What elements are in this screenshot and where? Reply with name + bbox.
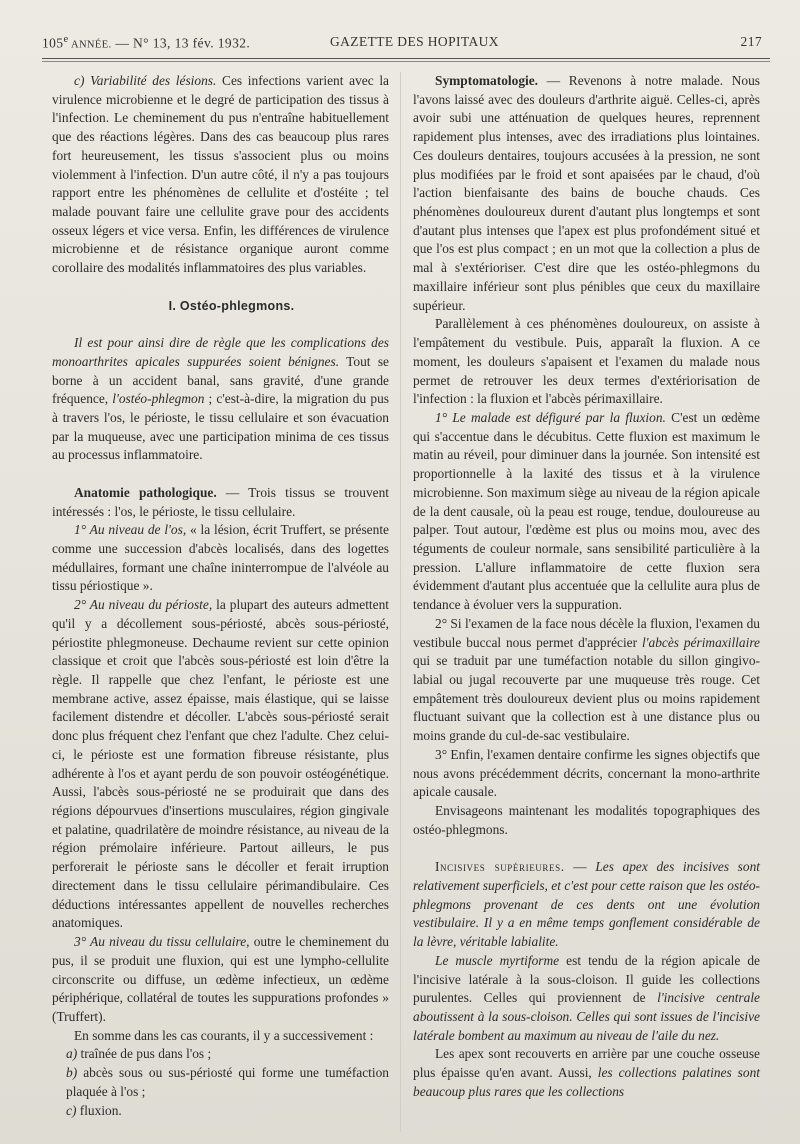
journal-title: GAZETTE DES HOPITAUX <box>330 34 499 49</box>
volume-year-suffix: e <box>63 34 69 45</box>
column-divider <box>400 72 401 1132</box>
paragraph-perioste: 2° Au niveau du périoste, la plupart des auteurs admettent qu'il y a décollement sous-périosté, abcès sous-périosté, périostite phlegmoneuse. Dechaume revient sur cette opinion classique et croit que l'abcès sous-périosté est loin d'être la règle. Il rappelle que chez l'enfant, le périoste est une membrane active, assez épaisse, mais élastique, qui se laisse facilement distendre et décoller. L'abcès sous-périosté serait donc plus fréquent chez l'enfant que chez l'adulte. Chez celui-ci, le périoste est une formation fibreuse résistante, plus adhérente à l'os et ayant perdu de son pouvoir ostéogénétique. Aussi, l'abcès sous-périosté ne se produirait que dans des régions dépourvues d'insertions musculaires, région gingivale et palatine, quadrilatère de moindre résistance, au niveau de la région prémolaire inférieure. Partout ailleurs, le pus perforerait le périoste sans le décoller et ferait irruption directement dans le tissu cellulaire périmandibulaire. Ces déductions intéressantes appellent de nouvelles recherches anatomiques. <box>52 597 389 931</box>
header-rule <box>42 58 770 59</box>
header-rule-double <box>42 61 770 62</box>
list-item: c) fluxion. <box>66 1102 122 1118</box>
paragraph-myrtiforme: Le muscle myrtiforme est tendu de la région apicale de l'incisive latérale à la sous-cloison. Il guide les collections purulentes. Celles qui proviennent de l'incisive centrale aboutissent à la sous-cloison. Celles qui sont issues de l'incisive latérale bombent au maximum au niveau de l'aile du nez. <box>413 952 761 1043</box>
right-column <box>413 72 760 1102</box>
paragraph-anatomie: Anatomie pathologique. — Trois tissus se trouvent intéressés : l'os, le périoste, le tissu cellulaire. <box>52 484 389 519</box>
paragraph-tissu-cellulaire: 3° Au niveau du tissu cellulaire, outre le cheminement du pus, il se produit une fluxion, qui est une lympho-cellulite circonscrite ou diffuse, un œdème infectieux, un œdème périphérique, collatéral de toutes les suppurations profondes » (Truffert). <box>52 934 389 1024</box>
paragraph-regle: Il est pour ainsi dire de règle que les complications des monoarthrites apicales suppurées soient bénignes. Tout se borne à un accident banal, sans gravité, d'une grande fréquence, l'ostéo-phlegmon ; c'est-à-dire, la migration du pus à travers l'os, le périoste, le tissu cellulaire et son évacuation par la muqueuse, avec une participation minima de ces tissus au processus inflammatoire. <box>52 335 389 463</box>
page-header <box>34 34 766 58</box>
list-item: b) abcès sous ou sus-périosté qui forme une tuméfaction plaquée à l'os ; <box>66 1065 389 1099</box>
list-item: a) traînée de pus dans l'os ; <box>66 1046 212 1062</box>
paragraph-fluxion: 1° Le malade est défiguré par la fluxion. C'est un œdème qui s'accentue dans le décubitus. Cette fluxion est maximum le matin au réveil, pour diminuer dans la journée. Son intensité est proportionnelle à la laxité des tissus et à la virulence microbienne. Son maximum siège au niveau de la région apicale de la dent causale, où la peau est rouge, tendue, douloureuse au palper. Tout autour, l'œdème est plus ou moins mou, avec des téguments de couleur normale, sans sensibilité particulière à la pression. L'allure inflammatoire de cette fluxion sera évidemment d'autant plus accentuée que la cellulite aura plus de tendance à évoluer vers la suppuration. <box>413 409 760 613</box>
volume-year-word: ANNÉE. <box>68 39 112 51</box>
paragraph-apex: Les apex sont recouverts en arrière par une couche osseuse plus épaisse qu'en avant. Aussi, les collections palatines sont beaucoup plus rares que les collections <box>413 1046 760 1099</box>
paragraph-abces: 2° Si l'examen de la face nous décèle la fluxion, l'examen du vestibule buccal nous permet d'apprécier l'abcès périmaxillaire qui se traduit par une tuméfaction notable du sillon gingivo-labial ou jugal recouverte par une muqueuse très rouge. Cet empâtement très douloureux devient plus ou moins rapidement fluctuant suivant que la collection est à une distance plus ou moins grande du cul-de-sac vestibulaire. <box>413 615 760 744</box>
volume-year: 105 <box>42 35 64 51</box>
left-column <box>52 72 389 1120</box>
paragraph-parallelement: Parallèlement à ces phénomènes douloureux, on assiste à l'empâtement du vestibule. Puis, apparaît la fluxion. A ce moment, les douleurs s'apaisent et l'examen du malade nous permet de retrouver les deux termes d'extériorisation de l'infection : la fluxion et l'abcès périmaxillaire. <box>413 316 760 407</box>
issue-info <box>42 34 250 52</box>
paragraph-variabilite: c) Variabilité des lésions. Ces infections varient avec la virulence microbienne et le degré de participation des tissus à l'infection. Le cheminement du pus n'entraîne habituellement que des réactions légères. Dans des cas beaucoup plus rares fort heureusement, les tissus s'associent plus ou moins violemment à l'infection. D'un autre côté, il n'y a pas toujours rapport entre les phénomènes de cellulite et d'ostéite ; tel malade pouvant faire une cellulite grave pour des accidents osseux légers et vice versa. Enfin, les différences de virulence microbienne et de résistance organique auront comme corollaire des modalités inflammatoires des plus variables. <box>52 73 389 276</box>
paragraph-os: 1° Au niveau de l'os, « la lésion, écrit Truffert, se présente comme une succession d'abcès localisés, dans des logettes médullaires, formant une chaîne ininterrompue de l'alvéole au tissu périostique ». <box>52 522 389 594</box>
issue-number-date: — N° 13, 13 fév. 1932. <box>111 35 251 51</box>
paragraph-incisives: Incisives supérieures. — Les apex des incisives sont relativement superficiels, et c'est pour cette raison que les ostéo-phlegmons provenant de ces dents ont une évolution vestibulaire. Il y a en même temps gonflement considérable de la lèvre, véritable labialite. <box>413 859 760 950</box>
paragraph-examen-dentaire: 3° Enfin, l'examen dentaire confirme les signes objectifs que nous avons précédemment décrits, concernant la mono-arthrite apicale causale. <box>413 746 760 800</box>
paragraph-envisageons: Envisageons maintenant les modalités topographiques des ostéo-phlegmons. <box>413 803 760 837</box>
paragraph-en-somme: En somme dans les cas courants, il y a successivement : <box>74 1027 374 1043</box>
page-number: 217 <box>740 34 762 49</box>
section-heading: I. Ostéo-phlegmons. <box>168 298 295 313</box>
paragraph-symptomatologie: Symptomatologie. — Revenons à notre malade. Nous l'avons laissé avec des douleurs d'arthrite aiguë. Celles-ci, après avoir subi une atténuation de quelques heures, reprennent rapidement plus intenses, avec des irradiations plus lointaines. Ces douleurs dentaires, toujours accusées à la pression, ne sont plus modifiées par le froid et sont apaisées par le chaud, d'où l'action bienfaisante des bains de bouche chauds. Ces phénomènes douloureux durent d'autant plus longtemps et sont d'autant plus intenses que l'apex est plus profondément situé et que l'os est plus compact ; en un mot que la collection a plus de mal à s'extérioriser. C'est dire que les ostéo-phlegmons du maxillaire inférieur sont plus pénibles que ceux du maxillaire supérieur. <box>413 73 760 313</box>
